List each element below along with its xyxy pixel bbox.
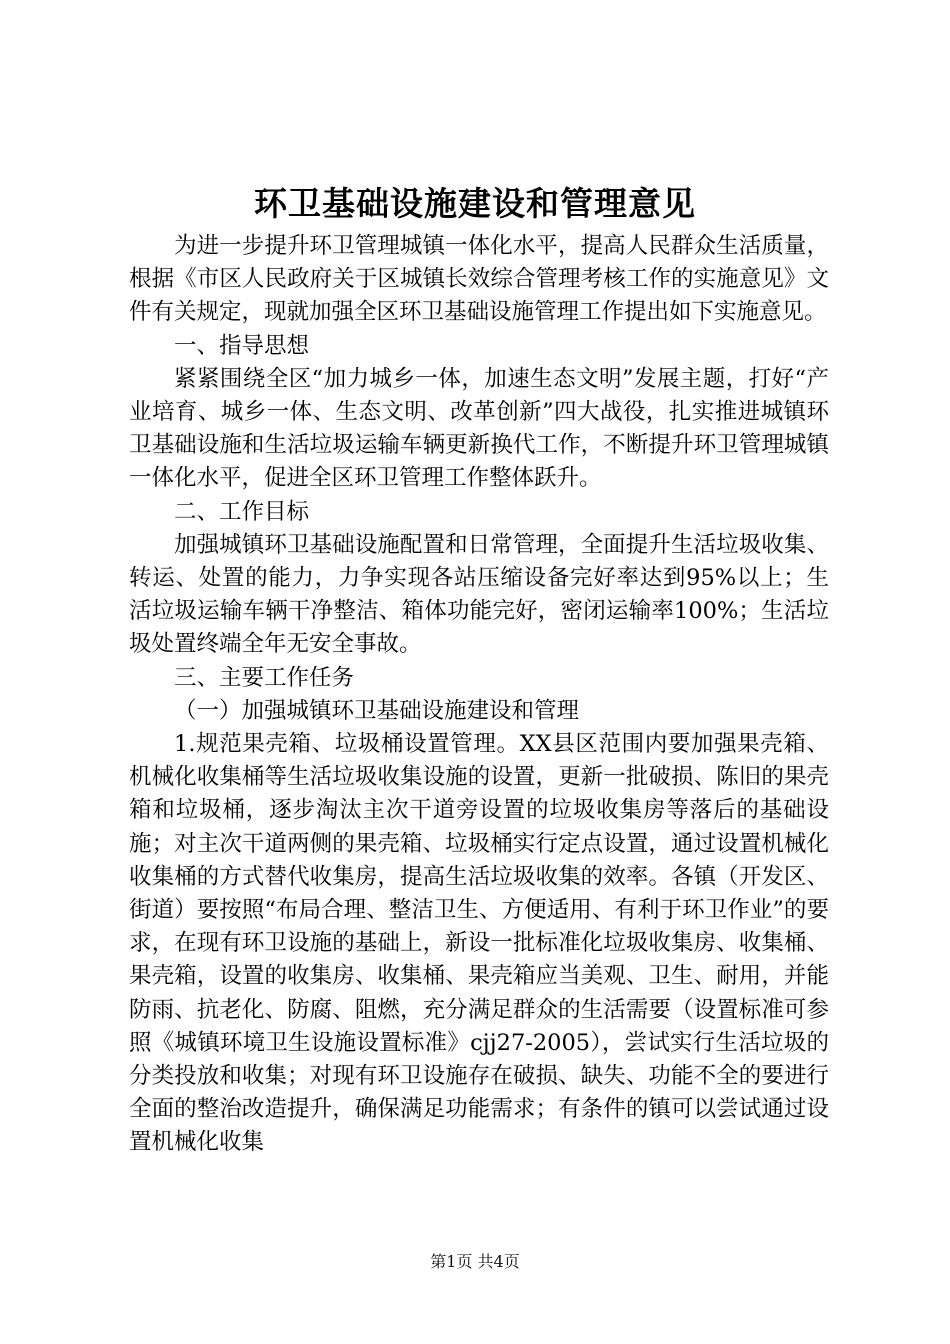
heading-guiding-ideology: 一、指导思想 [174, 332, 310, 359]
subheading-infrastructure: （一）加强城镇环卫基础设施建设和管理 [174, 697, 580, 724]
heading-main-tasks: 三、主要工作任务 [174, 664, 355, 691]
paragraph-task-1: 1.规范果壳箱、垃圾桶设置管理。XX县区范围内要加强果壳箱、机械化收集桶等生活垃圾收集设施的设置，更新一批破损、陈旧的果壳箱和垃圾桶，逐步淘汰主次干道旁设置的垃圾收集房等落后的基础设施；对主次干道两侧的果壳箱、垃圾桶实行定点设置，通过设置机械化收集桶的方式替代收集房，提高生活垃圾收集的效率。各镇（开发区、街道）要按照“布局合理、整洁卫生、方便适用、有利于环卫作业”的要求，在现有环卫设施的基础上，新设一批标准化垃圾收集房、收集桶、果壳箱，设置的收集房、收集桶、果壳箱应当美观、卫生、耐用，并能防雨、抗老化、防腐、阻燃，充分满足群众的生活需要（设置标准可参照《城镇环境卫生设施设置标准》cjj27-2005），尝试实行生活垃圾的分类投放和收集；对现有环卫设施存在破损、缺失、功能不全的要进行全面的整治改造提升，确保满足功能需求；有条件的镇可以尝试通过设置机械化收集 [129, 731, 829, 1156]
paragraph-work-goals: 加强城镇环卫基础设施配置和日常管理，全面提升生活垃圾收集、转运、处置的能力，力争实现各站压缩设备完好率达到95%以上；生活垃圾运输车辆干净整洁、箱体功能完好，密闭运输率100%；生活垃圾处置终端全年无安全事故。 [129, 531, 829, 658]
heading-work-goals: 二、工作目标 [174, 498, 310, 525]
paragraph-guiding-ideology: 紧紧围绕全区“加力城乡一体，加速生态文明”发展主题，打好“产业培育、城乡一体、生态文明、改革创新”四大战役，扎实推进城镇环卫基础设施和生活垃圾运输车辆更新换代工作，不断提升环卫管理城镇一体化水平，促进全区环卫管理工作整体跃升。 [129, 365, 829, 492]
paragraph-intro: 为进一步提升环卫管理城镇一体化水平，提高人民群众生活质量，根据《市区人民政府关于区城镇长效综合管理考核工作的实施意见》文件有关规定，现就加强全区环卫基础设施管理工作提出如下实施意见。 [129, 233, 829, 326]
page-number-footer: 第1页 共4页 [430, 1252, 520, 1271]
document-body [129, 230, 829, 1160]
document-title: 环卫基础设施建设和管理意见 [254, 184, 696, 223]
